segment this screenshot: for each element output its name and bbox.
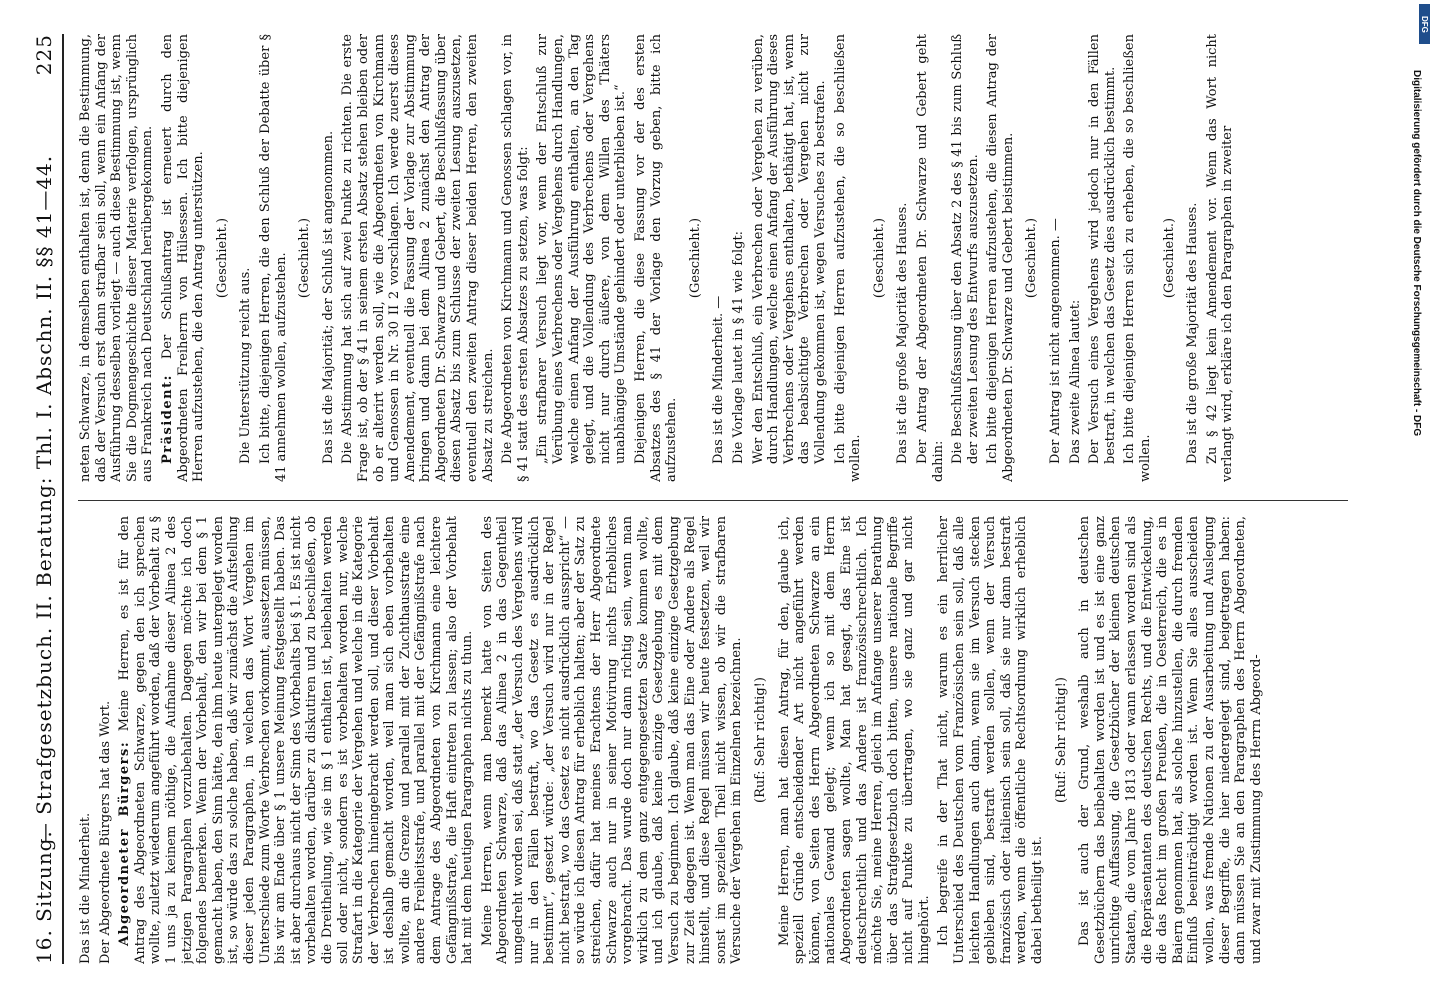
- paragraph-text: Der Versuch eines Vergehens wird jedoch nur in den Fällen bestraft, in welchen das Gesetz dies ausdrücklich bestimmt.: [1087, 34, 1118, 464]
- paragraph: [915, 34, 946, 482]
- paragraph-text: Das ist auch der Grund, weshalb auch in deutschen Gesetzbüchern das beibehalten worden ist und es ist eine ganz unrichtige Auffassung, die Gesetzbücher der kleinen deutschen Staaten, die vom Jahre 1813 oder wann erlassen worden sind als die Repräsentanten des deutschen Rechts, und die Entwickelung, die das Recht im großen Preußen, die in Oesterreich, die es in Baiern genommen hat, als solche hinzustellen, die durch fremden Einfluß beeinträchtigt worden ist. Wenn Sie alles ausscheiden wollen, was fremde Nationen zu der Ausarbeitung und Auslegung dieser Begriffe, die hier niedergelegt sind, beigetragen haben: dann müssen Sie an den Paragraphen des Herrn Abgeordneten, und zwar mit Zustimmung des Herrn Abgeord-: [1077, 516, 1264, 964]
- paragraph: [833, 34, 864, 482]
- paragraph-text: Ich bitte, diejenigen Herren, die den Schluß der Debatte über § 41 annehmen wollen, aufzustehen.: [257, 34, 289, 482]
- interjection: [215, 34, 231, 482]
- paragraph-text: Das ist die Minderheit.: [78, 812, 93, 964]
- paragraph-text: Meine Herren, es ist für den Antrag des Abgeordneten Schwarze, gegen den ich sprechen wollte, zuletzt wiederum angeführt worden, daß der Vorbehalt zu § 1 uns ja zu keinem nöthige, die Aufnahme dieser Alinea 2 des jetzigen Paragraphen vorzubehalten. Dagegen möchte ich doch folgendes bemerken. Wenn der Vorbehalt, den wir bei dem § 1 gemacht haben, den Sinn hätte, den ihm heute untergelegt worden ist, so würde das zu solche haben, daß wir zunächst die Aufstellung dieser jeden Paragraphen, in welchen das Wort Vergehen im Unterschiede zum Worte Verbrechen vorkommt, aussetzen müssen, bis wir am Ende über § 1 unsere Meinung festgestellt haben. Das ist aber durchaus nicht der Sinn des Vorbehalts bei § 1. Es ist nicht vorbehalten worden, darüber zu diskutiren und zu beschließen, ob die Dreitheilung, wie sie im § 1 enthalten ist, beibehalten werden soll oder nicht, sondern es ist vorbehalten worden nur, welche Strafart in die Kategorie der Vergehen und welche in die Kategorie der Verbrechen hineingebracht werden soll, und dieser Vorbehalt ist deshalb gemacht worden, weil man sich eben vorbehalten wollte, an die Grenze und parallel mit der Zuchthausstrafe eine andere Freiheitsstrafe, und parallel mit der Gefängnißstrafe nach dem Antrage des Abgeordneten von Kirchmann eine leichtere Gefängnißstrafe, die Haft eintreten zu lassen; also der Vorbehalt hat mit dem heutigen Paragraphen nichts zu thun.: [117, 516, 476, 964]
- paragraph-text: Das ist die Majorität; der Schluß ist angenommen.: [320, 130, 336, 464]
- interjection: [1054, 516, 1070, 964]
- paragraph-text: „Ein strafbarer Versuch liegt vor, wenn der Entschluß zur Verübung eines Verbrechens oder Vergehens durch Handlungen, welche einen Anfang der Ausführung enthalten, an den Tag gelegt, und die Vollendung des Verbrechens oder Vergehens nicht nur durch äußere, von dem Willen des Thäters unabhängige Umstände gehindert oder unterblieben ist.“: [535, 34, 629, 464]
- paragraph: [777, 516, 933, 964]
- paragraph-text: Das ist die große Majorität des Hauses.: [1185, 202, 1201, 464]
- paragraph-text: Ich bitte diejenigen Herren aufzustehen, die so beschließen wollen.: [832, 34, 864, 482]
- paragraph-text: Meine Herren, wenn man bemerkt hatte von Seiten des Abgeordneten Schwarze, daß das Alinea 2 in das Gegentheil umgedreht worden sei, daß statt „der Versuch des Vergehens wird nur in den Fällen bestraft, wo das Gesetz es ausdrücklich bestimmt“, gesetzt würde: „der Versuch wird nur in der Regel nicht bestraft, wo das Gesetz es nicht ausdrücklich ausspricht“ — so würde ich diesen Antrag für erheblich halten; aber der Satz zu streichen, dafür hat meines Erachtens der Herr Abgeordnete Schwarze auch nur in seiner Motivirung nichts Erhebliches vorgebracht. Das wurde doch nur dann richtig sein, wenn man wirklich zu dem ganz entgegengesetzten Satze kommen wollte, und ich glaube, daß keine einzige Gesetzgebung es mit dem Versuch zu beginnen. Ich glaube, daß keine einzige Gesetzgebung zur Zeit dagegen ist. Wenn man das Eine oder Andere als Regel hinstellt, und diese Regel müssen wir heute festsetzen, weil wir sonst im speziellen Theil nicht wissen, ob wir die strafbaren Versuche der Vergehen im Einzelnen bezeichnen.: [479, 516, 745, 964]
- speaker-name: Präsident:: [159, 374, 175, 464]
- paragraph-text: (Geschieht.): [1161, 217, 1177, 299]
- paragraph: [1122, 34, 1153, 482]
- interjection: [753, 516, 769, 964]
- paragraph-text: Wer den Entschluß, ein Verbrechen oder Vergehen zu verüben, durch Handlungen, welche einen Anfang der Ausführung dieses Verbrechens oder Vergehens enthalten, bethätigt hat, ist, wenn das beabsichtigte Verbrechen oder Vergehen nicht zur Vollendung gekommen ist, wegen Versuches zu bestrafen.: [750, 34, 828, 464]
- paragraph-text: Der Antrag der Abgeordneten Dr. Schwarze und Gebert geht dahin:: [914, 34, 946, 482]
- paragraph-text: Der Antrag ist nicht angenommen. —: [1048, 218, 1064, 464]
- paragraph-text: Ich bitte diejenigen Herren sich zu erheben, die so beschließen wollen.: [1122, 34, 1154, 482]
- paragraph-text: Die Abgeordneten von Kirchmann und Genossen schlagen vor, in § 41 statt des ersten Absatzes zu setzen, was folgt:: [500, 34, 531, 482]
- rotated-document-page: [26, 34, 1356, 964]
- paragraph: [731, 34, 747, 482]
- paragraph-text: Diejenigen Herren, die diese Fassung vor der des ersten Absatzes des § 41 der Vorlage den Vorzug geben, bitte ich aufzustehen.: [633, 34, 680, 482]
- paragraph: [500, 34, 531, 482]
- paragraph-text: (Geschieht.): [297, 217, 313, 299]
- text-column-right: [78, 34, 1348, 482]
- paragraph: [895, 34, 911, 482]
- paragraph-text: Der Abgeordnete Bürgers hat das Wort.: [97, 700, 113, 964]
- paragraph-text: Die Vorlage lautet in § 41 wie folgt:: [730, 230, 746, 464]
- speaker-name: Abgeordneter Bürgers:: [117, 740, 133, 946]
- text-column-left: [78, 516, 1348, 964]
- paragraph: [751, 34, 829, 482]
- paragraph: [238, 34, 254, 482]
- paragraph: [160, 34, 207, 482]
- running-title: — Strafgesetzbuch. II. Beratung: Thl. I. Abschn. II. §§ 41—44.: [32, 154, 56, 844]
- paragraph-text: Das ist die große Majorität des Hauses.: [895, 202, 911, 464]
- paragraph-text: neten Schwarze, in demselben enthalten ist, denn die Bestimmung, daß der Versuch erst dann strafbar sein soll, wenn ein Anfang der Ausführung desselben vorliegt — auch diese Bestimmung ist, wenn Sie die Dogmengeschichte dieser Materie verfolgen, ursprünglich aus Frankreich nach Deutschland herübergekommen.: [78, 34, 156, 482]
- paragraph: [1048, 34, 1064, 482]
- paragraph-text: (Geschieht.): [687, 217, 703, 299]
- paragraph: [1068, 34, 1084, 482]
- paragraph-text: Die Beschlußfassung über den Absatz 2 des § 41 bis zum Schluß der zweiten Lesung des Entwurfs auszusetzen.: [950, 34, 981, 464]
- paragraph: [258, 34, 289, 482]
- interjection: [872, 34, 888, 482]
- paragraph: [117, 516, 476, 964]
- paragraph-text: Das ist die Minderheit. —: [711, 295, 727, 464]
- paragraph-text: (Geschieht.): [214, 217, 230, 299]
- interjection: [688, 34, 704, 482]
- paragraph: [985, 34, 1016, 482]
- paragraph: [936, 516, 1045, 964]
- page-header: [26, 34, 70, 964]
- paragraph: [950, 34, 981, 482]
- paragraph-text: (Ruf: Sehr richtig!): [752, 677, 768, 803]
- header-rule: [62, 34, 64, 964]
- paragraph: [78, 34, 156, 482]
- paragraph: [1205, 34, 1236, 482]
- paragraph-text: Ich bitte diejenigen Herren aufzustehen, die diesen Antrag der Abgeordneten Dr. Schwarze und Gebert beistimmen.: [985, 34, 1016, 482]
- dfg-logo-badge: DFG: [1419, 4, 1430, 44]
- interjection: [1162, 34, 1178, 482]
- paragraph-text: Zu § 42 liegt kein Amendement vor. Wenn das Wort nicht verlangt wird, erkläre ich den Paragraphen in zweiter: [1204, 34, 1236, 482]
- session-label: 16. Sitzung.: [32, 830, 56, 964]
- paragraph: [321, 34, 337, 482]
- paragraph-text: (Geschieht.): [1024, 217, 1040, 299]
- paragraph-text: Die Abstimmung hat sich auf zwei Punkte zu richten. Die erste Frage ist, ob der § 41 in seinem ersten Absatz stehen bleiben oder ob er alterirt werden soll, wie die Abgeordneten von Kirchmann und Genossen in Nr. 30 II 2 vorschlagen. Ich werde zuerst dieses Amendement, eventuell die Fassung der Vorlage zur Abstimmung bringen und dann bei dem Alinea 2 zunächst den Antrag der Abgeordneten Dr. Schwarze und Gebert, die Beschlußfassung über diesen Absatz bis zum Schlusse der zweiten Lesung auszusetzen, eventuell den zweiten Antrag dieser beiden Herren, den zweiten Absatz zu streichen.: [340, 34, 496, 482]
- paragraph-text: (Geschieht.): [871, 217, 887, 299]
- interjection: [1024, 34, 1040, 482]
- paragraph: [711, 34, 727, 482]
- paragraph: [340, 34, 496, 482]
- paragraph: [1077, 516, 1264, 964]
- paragraph: [1185, 34, 1201, 482]
- paragraph-text: Meine Herren, man hat diesen Antrag, für den, glaube ich, speziell Gründe entscheidender Art nicht angeführt werden können, von Seiten des Herrn Abgeordneten Schwarze an ein nationales Gewand gelegt; wenn ich so mit dem Herrn Abgeordneten sagen wollte, Man hat gesagt, das Eine ist deutschrechtlich und das Andere ist französischrechtlich. Ich möchte Sie, meine Herren, gleich im Anfange unserer Berathung über das Strafgesetzbuch doch bitten, unsere nationale Begriffe nicht auf Punkte zu übertragen, wo sie ganz und gar nicht hingehört.: [776, 516, 932, 964]
- paragraph: [535, 34, 629, 482]
- page-number: 225: [32, 34, 56, 76]
- paragraph-text: (Ruf: Sehr richtig!): [1053, 677, 1069, 803]
- dfg-credit-text: Digitalisierung gefördert durch die Deutsche Forschungsgemeinschaft - DFG: [1411, 70, 1422, 437]
- paragraph: [78, 516, 94, 964]
- paragraph: [98, 516, 114, 964]
- interjection: [297, 34, 313, 482]
- column-divider: [78, 500, 1348, 501]
- paragraph-text: Das zweite Alinea lautet:: [1067, 299, 1083, 464]
- paragraph: [633, 34, 680, 482]
- paragraph-text: Der Schlußantrag ist erneuert durch den Abgeordneten Freiherrn von Hülsessen. Ich bitte diejenigen Herren aufzustehen, die den Antrag unterstützen.: [159, 34, 207, 482]
- paragraph-text: Ich begreife in der That nicht, warum es ein herrlicher Unterschied des Deutschen vom Französischen sein soll, daß alle leichten Handlungen auch dann, wenn sie im Versuch stecken geblieben sind, bestraft werden sollen, wenn der Versuch französisch oder italienisch sein soll, daß sie nur dann bestraft werden, wenn die öffentliche Rechtsordnung wirklich erheblich dabei betheiligt ist.: [936, 516, 1046, 964]
- paragraph-text: Die Unterstützung reicht aus.: [238, 267, 254, 464]
- paragraph: [480, 516, 745, 964]
- paragraph: [1087, 34, 1118, 482]
